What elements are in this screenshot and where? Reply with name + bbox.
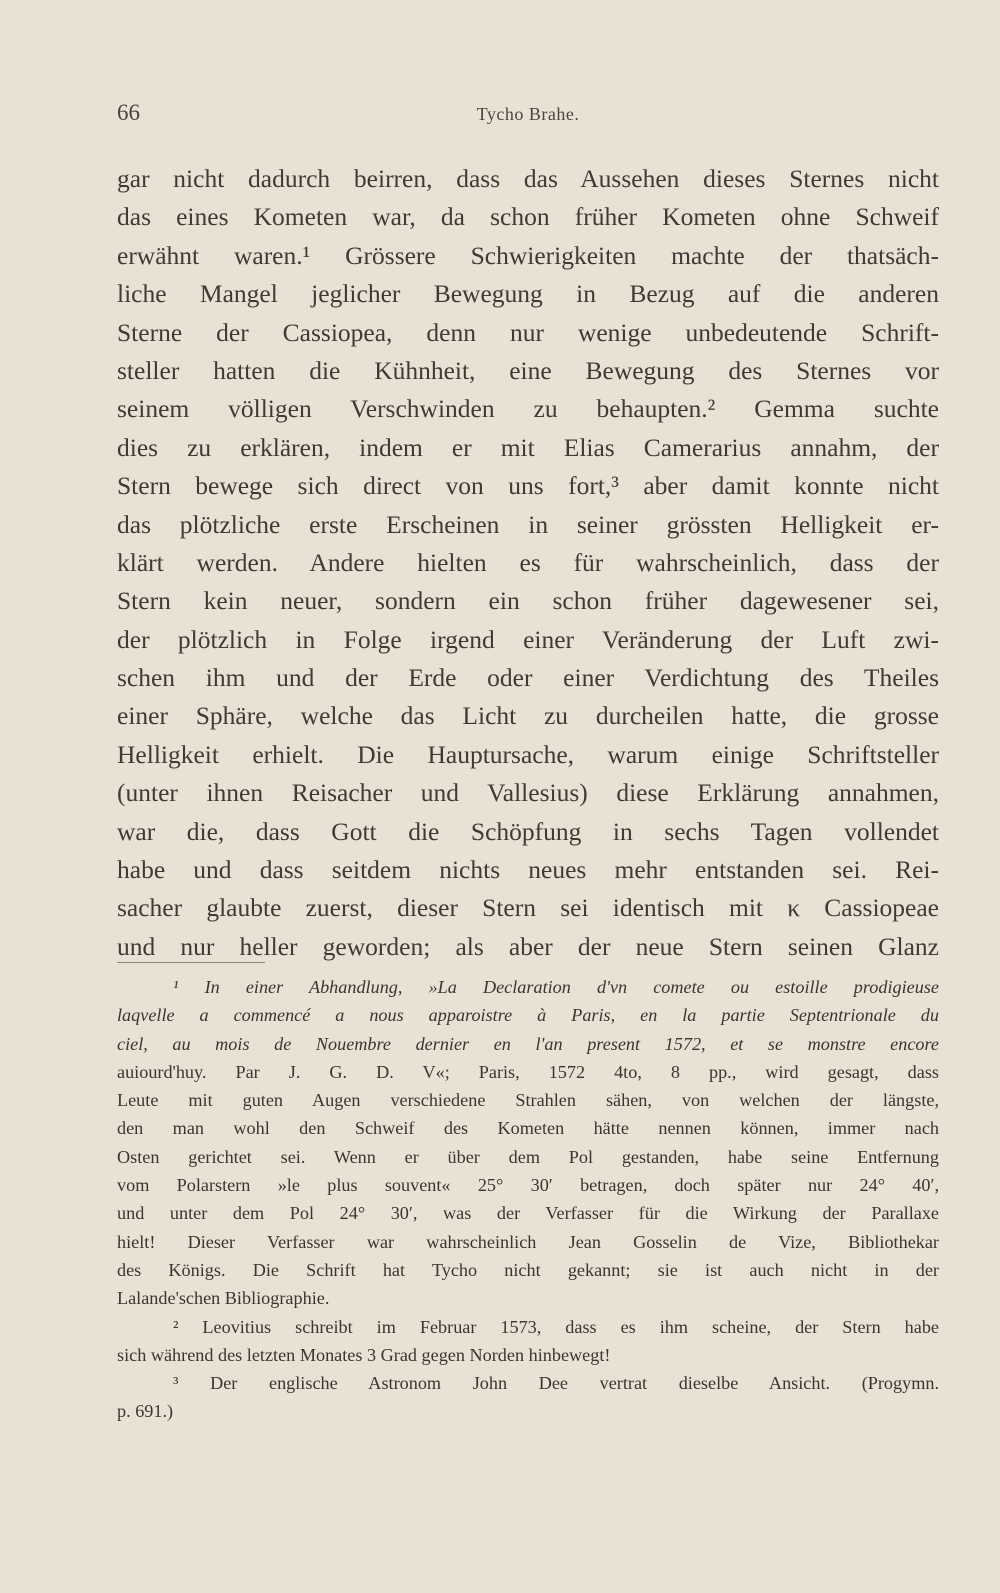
body-line: der plötzlich in Folge irgend einer Veränderung der Luft zwi- <box>117 624 939 654</box>
body-line: das plötzliche erste Erscheinen in seiner grössten Helligkeit er- <box>117 509 939 539</box>
body-line: Sterne der Cassiopea, denn nur wenige unbedeutende Schrift- <box>117 317 939 347</box>
body-line: liche Mangel jeglicher Bewegung in Bezug auf die anderen <box>117 279 939 309</box>
body-line: Stern bewege sich direct von uns fort,³ aber damit konnte nicht <box>117 471 939 501</box>
footnote-line: des Königs. Die Schrift hat Tycho nicht gekannt; sie ist auch nicht in der <box>117 1259 939 1280</box>
body-line: schen ihm und der Erde oder einer Verdichtung des Theiles <box>117 663 939 693</box>
body-line: das eines Kometen war, da schon früher Kometen ohne Schweif <box>117 202 939 232</box>
body-line: klärt werden. Andere hielten es für wahrscheinlich, dass der <box>117 547 939 577</box>
footnotes <box>117 973 939 1426</box>
footnote-line: auiourd'huy. Par J. G. D. V«; Paris, 1572 4to, 8 pp., wird gesagt, dass <box>117 1061 939 1082</box>
footnote-line: Osten gerichtet sei. Wenn er über dem Pol gestanden, habe seine Entfernung <box>117 1146 939 1167</box>
footnote-line: ¹ In einer Abhandlung, »La Declaration d'vn comete ou estoille prodigieuse <box>173 977 939 997</box>
body-line: steller hatten die Kühnheit, eine Bewegung des Sternes vor <box>117 355 939 385</box>
footnote-line: ² Leovitius schreibt im Februar 1573, dass es ihm scheine, der Stern habe <box>173 1316 939 1337</box>
footnote-line: den man wohl den Schweif des Kometen hätte nennen können, immer nach <box>117 1118 939 1139</box>
footnote-line: Leute mit guten Augen verschiedene Strahlen sähen, von welchen der längste, <box>117 1090 939 1111</box>
body-text <box>117 160 939 966</box>
body-line: sacher glaubte zuerst, dieser Stern sei identisch mit κ Cassiopeae <box>117 893 939 923</box>
running-head <box>117 100 939 130</box>
body-line: und nur heller geworden; als aber der neue Stern seinen Glanz <box>117 931 939 961</box>
footnote-rule <box>117 962 265 963</box>
body-line: gar nicht dadurch beirren, dass das Aussehen dieses Sternes nicht <box>117 164 939 193</box>
footnote-line: p. 691.) <box>117 1401 174 1422</box>
footnote-line: und unter dem Pol 24° 30′, was der Verfasser für die Wirkung der Parallaxe <box>117 1203 939 1224</box>
page-number: 66 <box>117 100 140 125</box>
body-line: war die, dass Gott die Schöpfung in sechs Tagen vollendet <box>117 816 939 846</box>
body-line: (unter ihnen Reisacher und Vallesius) diese Erklärung annahmen, <box>117 778 939 808</box>
body-line: dies zu erklären, indem er mit Elias Camerarius annahm, der <box>117 432 939 462</box>
running-title: Tycho Brahe. <box>476 104 580 124</box>
body-line: Stern kein neuer, sondern ein schon früher dagewesener sei, <box>117 586 939 616</box>
body-line: seinem völligen Verschwinden zu behaupten.² Gemma suchte <box>117 394 939 424</box>
footnote-line: ciel, au mois de Nouembre dernier en l'an present 1572, et se monstre encore <box>117 1033 939 1054</box>
footnote-line: vom Polarstern »le plus souvent« 25° 30′ betragen, doch später nur 24° 40′, <box>117 1175 939 1196</box>
body-line: habe und dass seitdem nichts neues mehr entstanden sei. Rei- <box>117 855 939 885</box>
footnote-line: sich während des letzten Monates 3 Grad gegen Norden hinbewegt! <box>117 1344 611 1365</box>
body-line: Helligkeit erhielt. Die Hauptursache, warum einige Schriftsteller <box>117 739 939 769</box>
body-line: erwähnt waren.¹ Grössere Schwierigkeiten machte der thatsäch- <box>117 240 939 270</box>
footnote-line: hielt! Dieser Verfasser war wahrscheinlich Jean Gosselin de Vize, Bibliothekar <box>117 1231 939 1252</box>
footnote-line: ³ Der englische Astronom John Dee vertrat dieselbe Ansicht. (Progymn. <box>173 1373 939 1394</box>
footnote-line: laqvelle a commencé a nous apparoistre à Paris, en la partie Septentrionale du <box>117 1005 939 1026</box>
body-line: einer Sphäre, welche das Licht zu durcheilen hatte, die grosse <box>117 701 939 731</box>
footnote-line: Lalande'schen Bibliographie. <box>117 1288 330 1309</box>
